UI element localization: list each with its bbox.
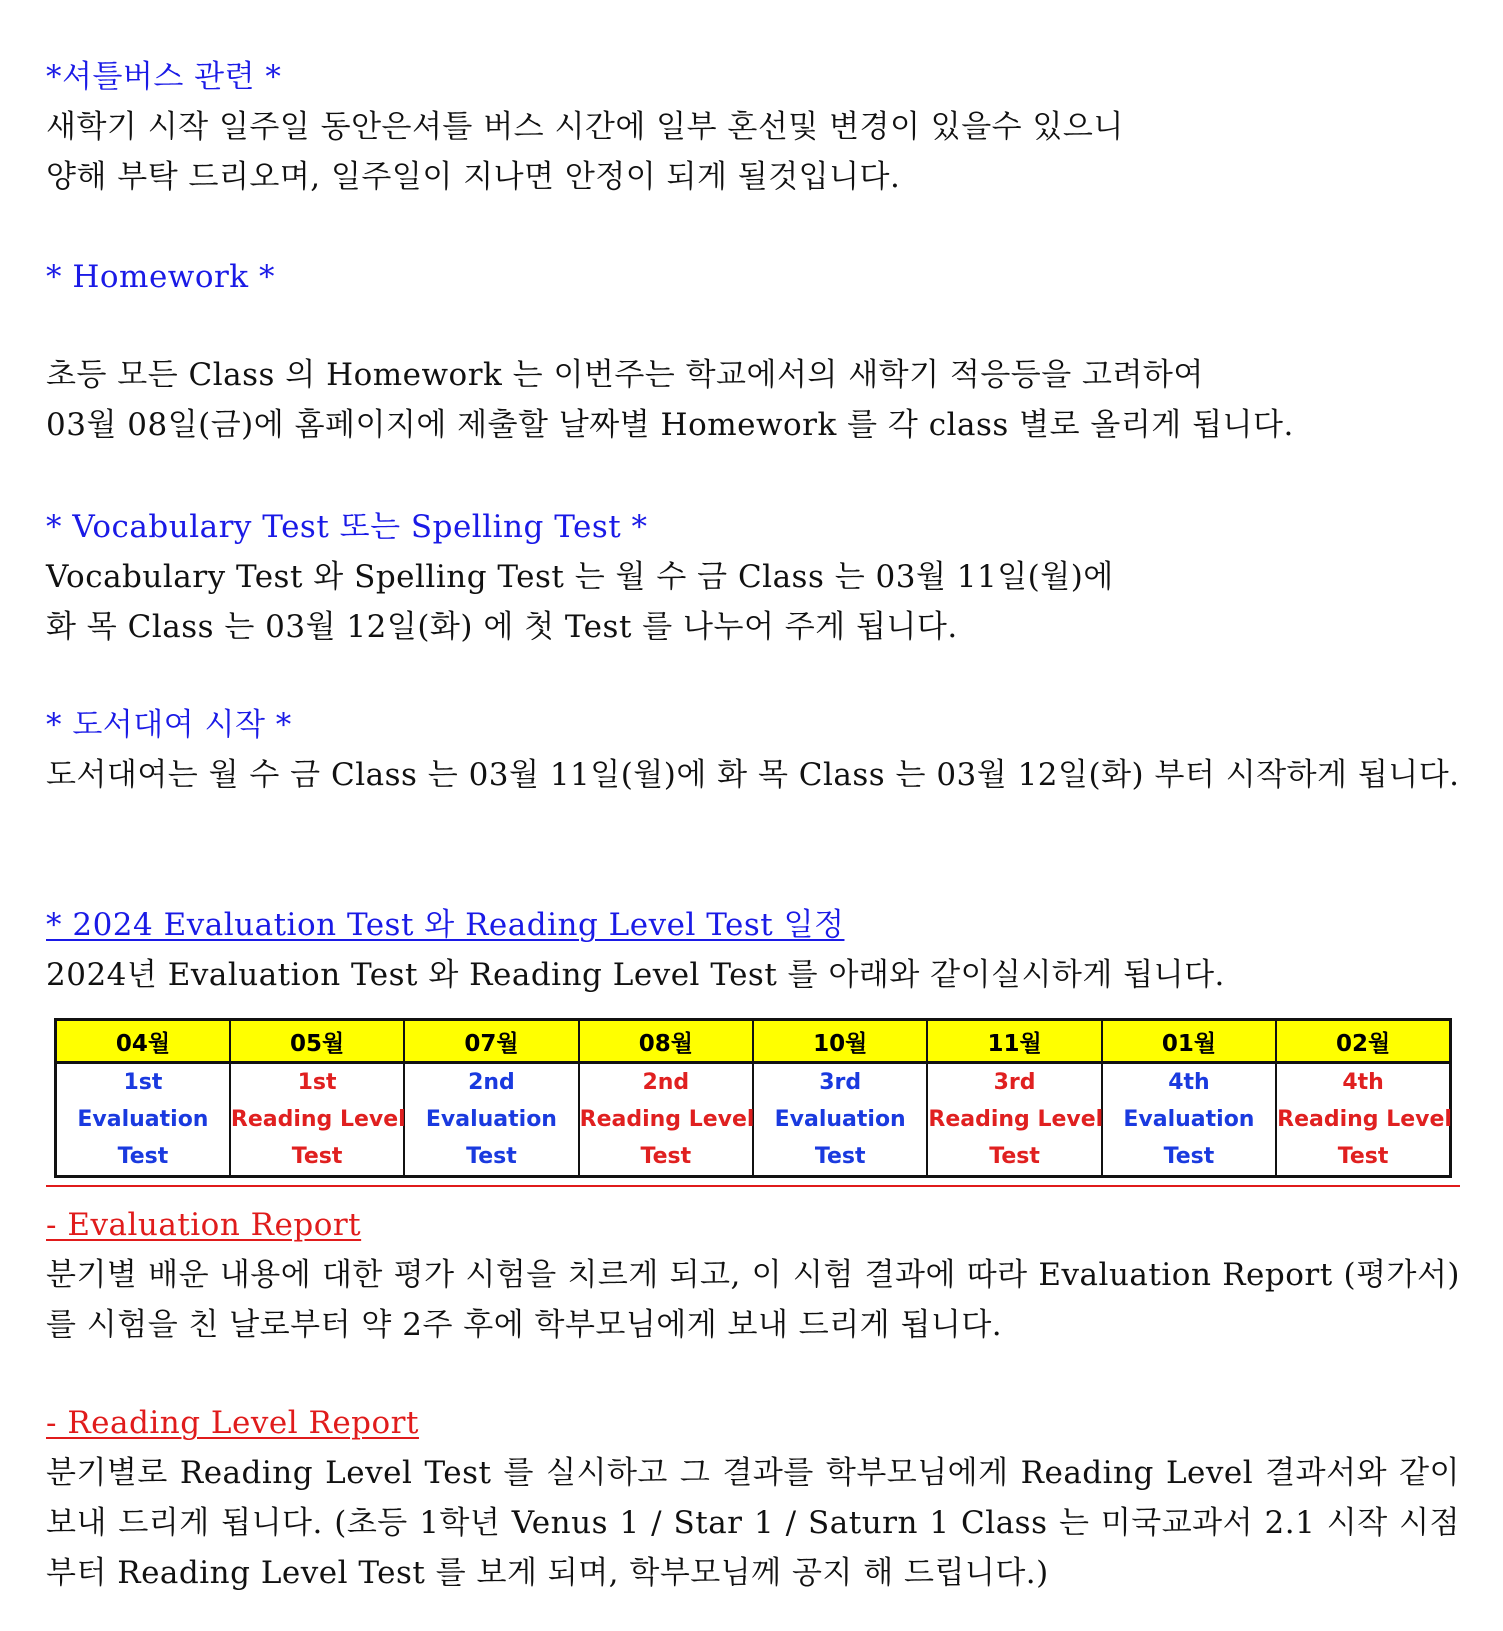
eval-report-section	[46, 1200, 1460, 1350]
test-order: 1st	[297, 1070, 337, 1095]
test-suffix: Test	[466, 1144, 517, 1169]
schedule-cell	[579, 1063, 753, 1177]
shuttle-heading: *셔틀버스 관련 *	[46, 59, 282, 95]
red-divider	[46, 1185, 1460, 1187]
reading-report-text: 분기별로 Reading Level Test 를 실시하고 그 결과를 학부모님에게 Reading Level 결과서와 같이 보내 드리게 됩니다. (초등 1학년 Venus 1 / Star 1 / Saturn 1 Class 는 미국교과서 2.1 시작 시점 부터 Reading Level Test 를 보게 되며, 학부모님께 공지 해 드립니다.)	[46, 1455, 1460, 1591]
test-order: 3rd	[819, 1070, 862, 1095]
test-suffix: Test	[814, 1144, 866, 1169]
homework-section	[46, 252, 275, 302]
test-suffix: Test	[640, 1144, 692, 1169]
month-cell: 04월	[56, 1020, 230, 1063]
library-section	[46, 700, 1460, 800]
schedule-cell	[1102, 1063, 1276, 1177]
month-cell: 08월	[579, 1020, 753, 1063]
test-name: Reading Level	[579, 1107, 755, 1132]
schedule-body-row	[56, 1063, 1451, 1177]
evaluation-section	[46, 900, 1225, 1000]
test-name: Evaluation	[774, 1107, 906, 1132]
test-order: 3rd	[993, 1070, 1036, 1095]
reading-report-heading: - Reading Level Report	[46, 1405, 419, 1441]
vocab-section	[46, 502, 1114, 652]
homework-line-1: 초등 모든 Class 의 Homework 는 이번주는 학교에서의 새학기 적응등을 고려하여	[46, 357, 1204, 393]
schedule-cell	[404, 1063, 578, 1177]
vocab-line-2: 화 목 Class 는 03월 12일(화) 에 첫 Test 를 나누어 주게 됩니다.	[46, 609, 958, 645]
test-suffix: Test	[989, 1144, 1040, 1169]
homework-body	[46, 350, 1294, 450]
vocab-line-1: Vocabulary Test 와 Spelling Test 는 월 수 금 Class 는 03월 11일(월)에	[46, 559, 1114, 595]
schedule-cell	[1276, 1063, 1450, 1177]
library-text: 도서대여는 월 수 금 Class 는 03월 11일(월)에 화 목 Class 는 03월 12일(화) 부터 시작하게 됩니다.	[46, 757, 1460, 793]
schedule-cell	[927, 1063, 1104, 1177]
month-cell: 05월	[230, 1020, 404, 1063]
test-name: Evaluation	[425, 1107, 557, 1132]
reading-report-section	[46, 1398, 1460, 1598]
evaluation-line: 2024년 Evaluation Test 와 Reading Level Test 를 아래와 같이실시하게 됩니다.	[46, 957, 1225, 993]
test-suffix: Test	[1163, 1144, 1215, 1169]
shuttle-section	[46, 52, 1124, 202]
test-name: Reading Level	[1277, 1107, 1452, 1132]
homework-heading: * Homework *	[46, 259, 275, 295]
evaluation-heading: * 2024 Evaluation Test 와 Reading Level Test 일정	[46, 907, 845, 943]
eval-report-text: 분기별 배운 내용에 대한 평가 시험을 치르게 되고, 이 시험 결과에 따라 Evaluation Report (평가서) 를 시험을 친 날로부터 약 2주 후에 학부모님에게 보내 드리게 됩니다.	[46, 1257, 1460, 1343]
test-name: Reading Level	[230, 1107, 406, 1132]
test-suffix: Test	[117, 1144, 169, 1169]
month-cell: 07월	[404, 1020, 578, 1063]
test-name: Evaluation	[77, 1107, 209, 1132]
test-name: Evaluation	[1123, 1107, 1255, 1132]
test-suffix: Test	[1337, 1144, 1389, 1169]
eval-report-heading: - Evaluation Report	[46, 1207, 362, 1243]
month-cell: 01월	[1102, 1020, 1276, 1063]
test-order: 2nd	[468, 1070, 515, 1095]
schedule-cell	[753, 1063, 927, 1177]
shuttle-line-1: 새학기 시작 일주일 동안은셔틀 버스 시간에 일부 혼선및 변경이 있을수 있으니	[46, 109, 1124, 145]
homework-line-2: 03월 08일(금)에 홈페이지에 제출할 날짜별 Homework 를 각 class 별로 올리게 됩니다.	[46, 407, 1294, 443]
test-order: 4th	[1342, 1070, 1384, 1095]
vocab-heading: * Vocabulary Test 또는 Spelling Test *	[46, 509, 648, 545]
test-order: 4th	[1168, 1070, 1210, 1095]
month-cell: 10월	[753, 1020, 927, 1063]
schedule-header-row	[56, 1020, 1451, 1063]
library-heading: * 도서대여 시작 *	[46, 707, 292, 743]
test-order: 2nd	[642, 1070, 690, 1095]
schedule-table	[54, 1018, 1452, 1178]
shuttle-line-2: 양해 부탁 드리오며, 일주일이 지나면 안정이 되게 될것입니다.	[46, 159, 901, 195]
month-cell: 11월	[927, 1020, 1101, 1063]
test-suffix: Test	[291, 1144, 343, 1169]
schedule-cell	[230, 1063, 404, 1177]
schedule-cell	[56, 1063, 230, 1177]
month-cell: 02월	[1276, 1020, 1450, 1063]
test-order: 1st	[123, 1070, 163, 1095]
test-name: Reading Level	[928, 1107, 1104, 1132]
